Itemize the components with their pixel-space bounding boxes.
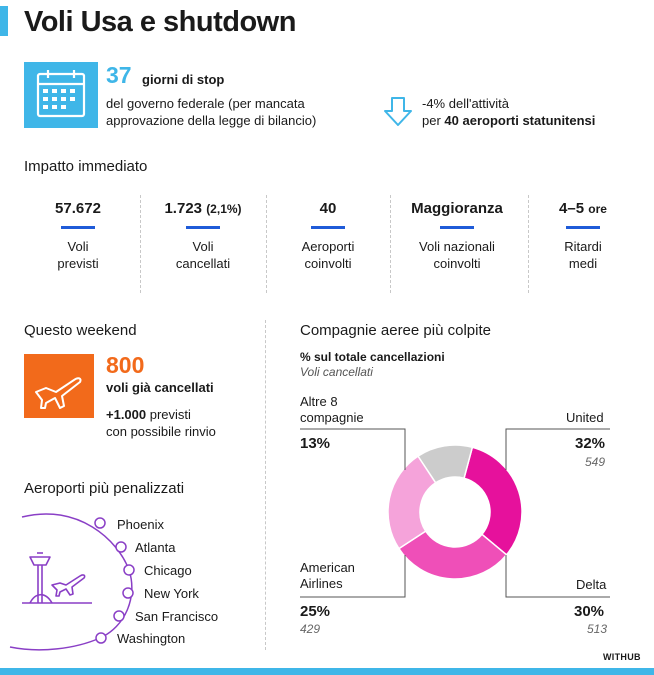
- slice-label-united: United: [566, 410, 604, 425]
- airport-name: New York: [144, 586, 199, 601]
- chart-title: Compagnie aeree più colpite: [300, 322, 491, 339]
- slice-pct-american: 25%: [300, 603, 331, 620]
- slice-count-american: 429: [300, 622, 321, 636]
- weekend-cancelled-number: 800: [106, 352, 145, 378]
- government-text: del governo federale (per mancata approvazione della legge di bilancio): [106, 96, 317, 128]
- slice-pct-others: 13%: [300, 435, 331, 452]
- chart-subtitle: % sul totale cancellazioni: [300, 350, 445, 364]
- stat-value: 1.723 (2,1%): [164, 200, 242, 217]
- stat-value: 40: [319, 200, 337, 217]
- slice-label-delta: Delta: [576, 577, 607, 592]
- activity-drop: -4% dell'attività: [422, 96, 510, 111]
- slice-label-others: Altre 8 compagnie: [300, 394, 364, 425]
- weekend-planned-text: +1.000 previsti con possibile rinvio: [106, 407, 216, 439]
- airport-name: Phoenix: [117, 517, 164, 532]
- stat-value: 57.672: [55, 200, 101, 217]
- activity-per: per: [422, 113, 441, 128]
- airport-name: San Francisco: [135, 609, 219, 624]
- slice-count-united: 549: [585, 455, 606, 469]
- slice-pct-united: 32%: [575, 435, 606, 452]
- weekend-heading: Questo weekend: [24, 322, 137, 339]
- footer-bar: [0, 668, 654, 675]
- page-title: Voli Usa e shutdown: [24, 6, 296, 38]
- stat-label: Voli cancellati: [175, 239, 231, 271]
- donut-slice-united: [464, 447, 522, 555]
- stat-value: Maggioranza: [411, 200, 503, 217]
- stat-label: Voli previsti: [57, 239, 99, 271]
- stop-days-label: giorni di stop: [142, 72, 225, 87]
- slice-pct-delta: 30%: [574, 603, 605, 620]
- slice-count-delta: 513: [587, 622, 608, 636]
- stat-label: Aeroporti coinvolti: [301, 239, 355, 271]
- stat-label: Ritardi medi: [564, 239, 602, 271]
- airport-name: Washington: [117, 631, 186, 646]
- slice-label-american: American Airlines: [300, 560, 355, 591]
- impact-heading: Impatto immediato: [24, 158, 148, 175]
- stat-label: Voli nazionali coinvolti: [419, 239, 495, 271]
- stat-value: 4–5 ore: [559, 200, 607, 217]
- chart-subtitle-units: Voli cancellati: [300, 365, 373, 379]
- stop-days-number: 37: [106, 62, 132, 88]
- airports-heading: Aeroporti più penalizzati: [24, 480, 185, 497]
- activity-airports: 40 aeroporti statunitensi: [444, 113, 596, 128]
- airport-name: Atlanta: [135, 540, 176, 555]
- weekend-cancelled-label: voli già cancellati: [106, 380, 214, 395]
- airport-name: Chicago: [144, 563, 192, 578]
- brand-logo: WITHUB: [603, 652, 641, 662]
